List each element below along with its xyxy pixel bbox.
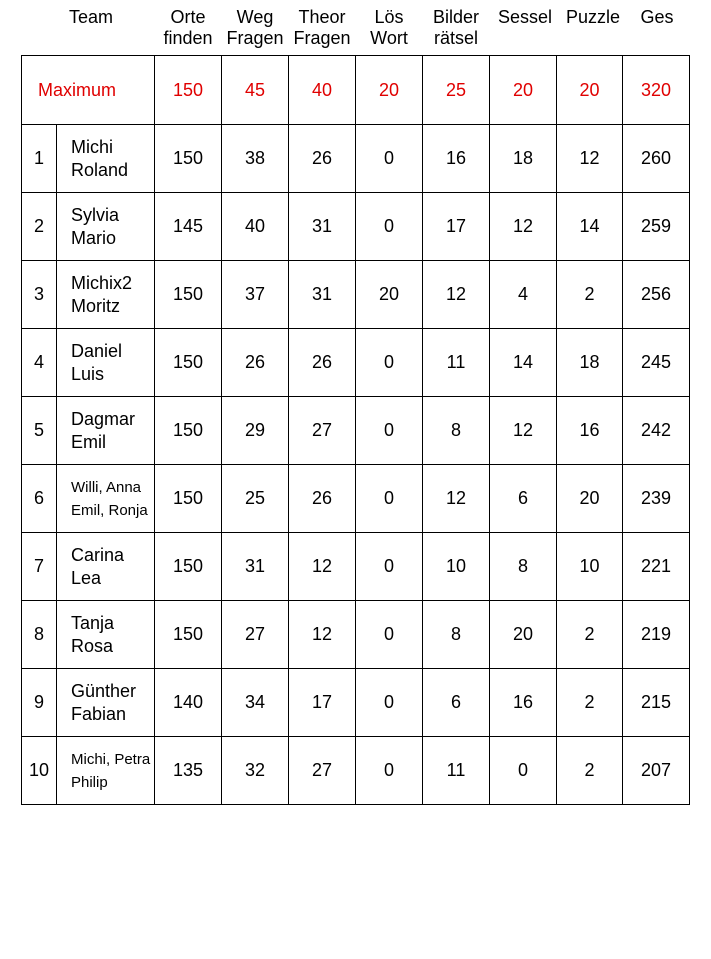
score-cell-ges: 245 [623,329,690,397]
team-name-cell: Tanja Rosa [57,601,155,669]
score-cell-puzzle: 2 [557,601,623,669]
score-cell-puzzle: 2 [557,669,623,737]
maximum-loes: 20 [356,56,423,125]
score-cell-bilder: 8 [423,601,490,669]
score-cell-theor: 17 [289,669,356,737]
maximum-orte: 150 [155,56,222,125]
score-cell-orte: 150 [155,329,222,397]
rank-cell: 8 [22,601,57,669]
score-cell-theor: 26 [289,465,356,533]
team-name-cell: Sylvia Mario [57,193,155,261]
score-cell-orte: 135 [155,737,222,805]
score-cell-ges: 242 [623,397,690,465]
score-cell-weg: 40 [222,193,289,261]
header-loes-wort: Lös Wort [370,7,408,48]
maximum-sessel: 20 [490,56,557,125]
score-cell-theor: 26 [289,329,356,397]
team-name-cell: Günther Fabian [57,669,155,737]
score-cell-loes: 20 [356,261,423,329]
score-cell-loes: 0 [356,533,423,601]
maximum-ges: 320 [623,56,690,125]
score-cell-theor: 27 [289,737,356,805]
score-cell-orte: 150 [155,601,222,669]
score-cell-weg: 37 [222,261,289,329]
score-cell-weg: 38 [222,125,289,193]
rank-cell: 1 [22,125,57,193]
table-row [22,533,690,601]
header-orte-finden: Orte finden [163,7,213,48]
header-theor-fragen: Theor Fragen [293,7,351,48]
score-cell-orte: 150 [155,465,222,533]
score-cell-sessel: 12 [490,193,557,261]
table-row [22,465,690,533]
score-cell-loes: 0 [356,329,423,397]
score-cell-bilder: 6 [423,669,490,737]
score-cell-bilder: 12 [423,465,490,533]
rank-cell: 2 [22,193,57,261]
score-cell-sessel: 14 [490,329,557,397]
score-cell-loes: 0 [356,397,423,465]
table-row [22,125,690,193]
score-cell-sessel: 12 [490,397,557,465]
score-cell-bilder: 10 [423,533,490,601]
score-cell-bilder: 12 [423,261,490,329]
score-cell-theor: 12 [289,601,356,669]
maximum-weg: 45 [222,56,289,125]
maximum-bilder: 25 [423,56,490,125]
rank-cell: 4 [22,329,57,397]
results-table [21,55,690,805]
maximum-theor: 40 [289,56,356,125]
score-cell-ges: 221 [623,533,690,601]
header-puzzle: Puzzle [565,7,621,27]
score-cell-sessel: 0 [490,737,557,805]
table-row [22,669,690,737]
score-cell-loes: 0 [356,465,423,533]
score-cell-bilder: 11 [423,329,490,397]
score-cell-puzzle: 16 [557,397,623,465]
table-row [22,261,690,329]
score-cell-theor: 31 [289,261,356,329]
score-cell-orte: 140 [155,669,222,737]
score-cell-orte: 150 [155,533,222,601]
score-cell-ges: 260 [623,125,690,193]
score-cell-loes: 0 [356,737,423,805]
score-cell-ges: 256 [623,261,690,329]
team-name-cell: Michix2 Moritz [57,261,155,329]
header-ges: Ges [640,7,674,27]
score-cell-sessel: 6 [490,465,557,533]
score-cell-ges: 239 [623,465,690,533]
table-row [22,737,690,805]
score-cell-loes: 0 [356,125,423,193]
maximum-row [22,56,690,125]
rank-cell: 5 [22,397,57,465]
team-name-cell: Daniel Luis [57,329,155,397]
score-cell-puzzle: 20 [557,465,623,533]
team-name-cell: Dagmar Emil [57,397,155,465]
score-cell-loes: 0 [356,193,423,261]
score-cell-puzzle: 10 [557,533,623,601]
score-cell-weg: 31 [222,533,289,601]
score-cell-bilder: 8 [423,397,490,465]
score-cell-sessel: 16 [490,669,557,737]
score-cell-weg: 27 [222,601,289,669]
score-cell-theor: 12 [289,533,356,601]
score-cell-puzzle: 12 [557,125,623,193]
team-name-cell: Michi Roland [57,125,155,193]
score-cell-puzzle: 18 [557,329,623,397]
team-name-cell: Willi, Anna Emil, Ronja [57,465,155,533]
rank-cell: 9 [22,669,57,737]
table-row [22,329,690,397]
score-cell-orte: 150 [155,125,222,193]
score-cell-orte: 150 [155,261,222,329]
table-row [22,601,690,669]
rank-cell: 3 [22,261,57,329]
score-cell-weg: 25 [222,465,289,533]
score-cell-orte: 150 [155,397,222,465]
score-cell-ges: 259 [623,193,690,261]
score-cell-weg: 26 [222,329,289,397]
score-cell-weg: 32 [222,737,289,805]
header-team: Team [68,7,113,27]
score-cell-puzzle: 2 [557,737,623,805]
score-cell-ges: 215 [623,669,690,737]
score-cell-sessel: 18 [490,125,557,193]
score-cell-loes: 0 [356,601,423,669]
maximum-puzzle: 20 [557,56,623,125]
table-row [22,397,690,465]
header-bilder-raetsel: Bilder rätsel [432,7,480,48]
score-cell-ges: 219 [623,601,690,669]
score-cell-theor: 26 [289,125,356,193]
header-weg-fragen: Weg Fragen [226,7,284,48]
table-row [22,193,690,261]
score-cell-bilder: 11 [423,737,490,805]
header-sessel: Sessel [497,7,553,27]
rank-cell: 6 [22,465,57,533]
rank-cell: 7 [22,533,57,601]
score-cell-orte: 145 [155,193,222,261]
score-cell-bilder: 16 [423,125,490,193]
score-cell-bilder: 17 [423,193,490,261]
score-cell-sessel: 8 [490,533,557,601]
score-cell-theor: 27 [289,397,356,465]
score-cell-sessel: 20 [490,601,557,669]
score-cell-theor: 31 [289,193,356,261]
team-name-cell: Michi, Petra Philip [57,737,155,805]
maximum-label: Maximum [22,56,155,125]
score-cell-puzzle: 14 [557,193,623,261]
score-cell-loes: 0 [356,669,423,737]
team-name-cell: Carina Lea [57,533,155,601]
rank-cell: 10 [22,737,57,805]
score-cell-weg: 34 [222,669,289,737]
score-cell-weg: 29 [222,397,289,465]
score-cell-ges: 207 [623,737,690,805]
score-cell-puzzle: 2 [557,261,623,329]
score-cell-sessel: 4 [490,261,557,329]
